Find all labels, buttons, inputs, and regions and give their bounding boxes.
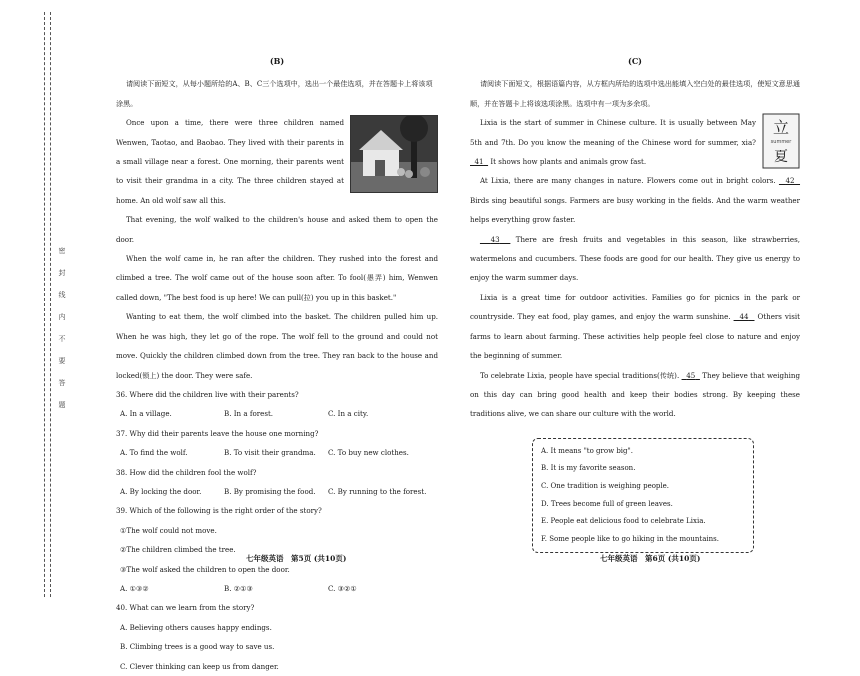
option-b: B. In a forest. <box>224 409 274 419</box>
story-paragraph: That evening, the wolf walked to the children's house and asked them to open the door. <box>116 215 438 244</box>
option-b: B. To visit their grandma. <box>224 448 316 458</box>
page-5 <box>116 52 438 676</box>
order-item: ①The wolf could not move. <box>120 525 217 535</box>
question-stem: 36. Where did the children live with their parents? <box>116 389 299 399</box>
order-item: ③The wolf asked the children to open the door. <box>120 564 290 574</box>
story-paragraph: Once upon a time, there were three children named Wenwen, Taotao, and Baobao. They lived with their parents in a small village near a forest. One morning, their parents went to visit their grandma in a city. The three children stayed at home. An old wolf saw all this. <box>116 118 344 205</box>
blank-44: 44 <box>739 312 749 322</box>
question-36 <box>116 385 438 424</box>
question-stem: 40. What can we learn from the story? <box>116 603 255 613</box>
passage-paragraph-1: Lixia is the start of summer in Chinese culture. It is usually between May 5th and 7th. Do you know the meaning of the Chinese word for summer, xia? 41 It shows how plants and animals grow fast. <box>470 118 756 167</box>
question-39 <box>116 501 438 598</box>
passage-paragraph-2: At Lixia, there are many changes in nature. Flowers come out in bright colors. 42 Birds sing beautiful songs. Farmers are busy working in the fields. And the warm weather helps everything grow faster. <box>470 176 800 225</box>
wolf-story-illustration <box>350 115 438 193</box>
section-b-instructions: 请阅读下面短文，从每小题所给的A、B、C三个选项中，选出一个最佳选项，并在答题卡上将该项涂黑。 <box>116 79 433 108</box>
section-title-b: (B) <box>269 56 285 66</box>
lixia-seal-image <box>762 113 800 169</box>
binding-dash-line <box>44 12 45 597</box>
option-a: A. ①③② <box>120 583 149 593</box>
binding-warning-text: 密封线内不要答题 <box>58 247 66 409</box>
question-stem: 38. How did the children fool the wolf? <box>116 467 257 477</box>
option-b: B. ②①③ <box>224 583 253 593</box>
seal-bottom-char: 夏 <box>774 149 788 166</box>
page-footer-5: 七年级英语 第5页 (共10页) <box>246 554 347 563</box>
blank-43: 43 <box>490 234 500 244</box>
option-b: B. By promising the food. <box>224 486 316 496</box>
section-c-instructions: 请阅读下面短文，根据语篇内容，从方框内所给的选项中选出能填入空白处的最佳选项，使短文意思通顺，并在答题卡上将该选项涂黑。选项中有一项为多余项。 <box>470 79 800 108</box>
choice-b: B. It is my favorite season. <box>541 464 636 473</box>
question-37 <box>116 424 438 463</box>
question-stem: 37. Why did their parents leave the house one morning? <box>116 428 319 438</box>
story-paragraph: When the wolf came in, he ran after the children. They rushed into the forest and climbed a tree. The wolf came out of the house soon after. To fool(愚弄) him, Wenwen called down, "The best food is up here! We can pull(拉) you up in this basket." <box>116 254 438 302</box>
question-40 <box>116 598 438 676</box>
choice-a: A. It means "to grow big". <box>541 446 633 455</box>
binding-margin <box>0 0 70 609</box>
choice-e: E. People eat delicious food to celebrate Lixia. <box>541 517 706 526</box>
option-c: C. Clever thinking can keep us from danger. <box>120 661 279 671</box>
option-c: C. In a city. <box>328 409 369 419</box>
option-a: A. By locking the door. <box>120 486 202 496</box>
blank-41: 41 <box>474 157 484 167</box>
section-title-c: (C) <box>628 56 642 66</box>
page-6 <box>470 52 800 553</box>
option-c: C. By running to the forest. <box>328 486 427 496</box>
page-footer-6: 七年级英语 第6页 (共10页) <box>600 554 701 563</box>
passage-paragraph-3: 43 There are fresh fruits and vegetables in this season, like strawberries, watermelons and cucumbers. These foods are good for our health. They give us energy to enjoy the warm summer days. <box>470 234 800 283</box>
choice-c: C. One tradition is weighing people. <box>541 481 670 490</box>
passage-paragraph-5: To celebrate Lixia, people have special traditions(传统). 45 They believe that weighing on this day can bring good health and keep their bodies strong. By keeping these traditions alive, we can share our culture with the world. <box>470 370 800 419</box>
blank-45: 45 <box>686 370 696 380</box>
question-38 <box>116 463 438 502</box>
question-stem: 39. Which of the following is the right order of the story? <box>116 506 322 516</box>
option-c: C. To buy new clothes. <box>328 448 409 458</box>
story-paragraph: Wanting to eat them, the wolf climbed into the basket. The children pulled him up. When he was high, they let go of the rope. The wolf fell to the ground and could not move. Quickly the children climbed down from the tree. They ran back to the house and locked(锁上) the door. They were safe. <box>116 312 438 380</box>
passage-paragraph-4: Lixia is a great time for outdoor activities. Families go for picnics in the park or countryside. They eat food, play games, and enjoy the warm sunshine. 44 Others visit farms to learn about farming. These activities help people feel close to nature and enjoy the beginning of summer. <box>470 292 800 361</box>
option-a: A. Believing others causes happy endings. <box>120 622 272 632</box>
seal-top-char: 立 <box>772 118 790 138</box>
choice-f: F. Some people like to go hiking in the mountains. <box>541 534 719 543</box>
binding-dash-line <box>50 12 51 597</box>
seal-caption: summer <box>770 139 792 146</box>
blank-42: 42 <box>785 176 795 186</box>
options-box <box>532 438 754 554</box>
order-item: ②The children climbed the tree. <box>120 545 236 555</box>
option-a: A. In a village. <box>120 409 172 419</box>
option-b: B. Climbing trees is a good way to save us. <box>120 642 275 652</box>
option-c: C. ③②① <box>328 583 357 593</box>
option-a: A. To find the wolf. <box>120 448 188 458</box>
choice-d: D. Trees become full of green leaves. <box>541 499 673 508</box>
